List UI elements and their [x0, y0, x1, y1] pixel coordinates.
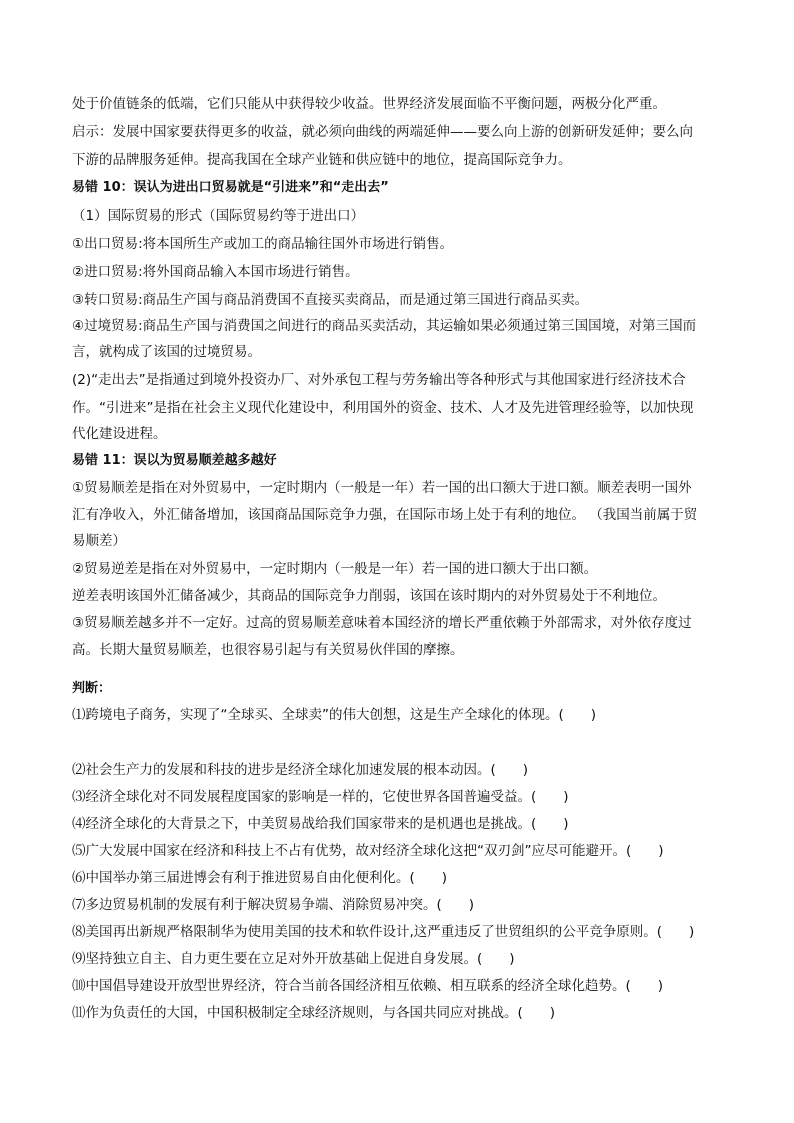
error10-line-7: (2)“走出去”是指通过到境外投资办厂、对外承包工程与劳务输出等各种形式与其他国家进行经济技术合 [72, 372, 686, 388]
judgment-heading: 判断： [72, 681, 112, 696]
error10-line-9: 代化建设进程。 [72, 426, 167, 442]
error11-line-4: ②贸易逆差是指在对外贸易中，一定时期内（一般是一年）若一国的进口额大于出口额。 [72, 561, 598, 577]
error10-line-3: ②进口贸易:将外国商品输入本国市场进行销售。 [72, 264, 359, 280]
judgment-item-11: ⑾作为负责任的大国，中国积极制定全球经济规则，与各国共同应对挑战。( ) [72, 1005, 556, 1021]
error10-line-6: 言，就构成了该国的过境贸易。 [72, 344, 261, 360]
error11-heading: 易错 11：误以为贸易顺差越多越好 [72, 453, 277, 468]
judgment-item-3: ⑶经济全球化对不同发展程度国家的影响是一样的，它使世界各国普遍受益。( ) [72, 789, 569, 805]
error10-line-8: 作。“引进来”是指在社会主义现代化建设中，利用国外的资金、技术、人才及先进管理经验等，以加快现 [72, 400, 694, 416]
intro-line-1: 处于价值链条的低端，它们只能从中获得较少收益。世界经济发展面临不平衡问题，两极分化严重。 [72, 96, 666, 112]
error11-line-5: 逆差表明该国外汇储备减少，其商品的国际竞争力削弱，该国在该时期内的对外贸易处于不利地位。 [72, 588, 666, 604]
error10-line-5: ④过境贸易:商品生产国与消费国之间进行的商品买卖活动，其运输如果必须通过第三国国境，对第三国而 [72, 318, 697, 334]
error11-line-7: 高。长期大量贸易顺差，也很容易引起与有关贸易伙伴国的摩擦。 [72, 642, 464, 658]
error11-line-3: 易顺差） [72, 533, 126, 549]
error10-line-2: ①出口贸易:将本国所生产或加工的商品输往国外市场进行销售。 [72, 236, 454, 252]
judgment-item-6: ⑹中国举办第三届进博会有利于推进贸易自由化便利化。( ) [72, 870, 448, 886]
judgment-item-1: ⑴跨境电子商务，实现了“全球买、全球卖”的伟大创想，这是生产全球化的体现。( ) [72, 707, 597, 723]
judgment-item-2: ⑵社会生产力的发展和科技的进步是经济全球化加速发展的根本动因。( ) [72, 762, 529, 778]
judgment-item-7: ⑺多边贸易机制的发展有利于解决贸易争端、消除贸易冲突。( ) [72, 897, 475, 913]
judgment-item-8: ⑻美国再出新规严格限制华为使用美国的技术和软件设计,这严重违反了世贸组织的公平竞争原则。( ) [72, 924, 695, 940]
judgment-item-10: ⑽中国倡导建设开放型世界经济，符合当前各国经济相互依赖、相互联系的经济全球化趋势。( ) [72, 978, 664, 994]
error10-heading: 易错 10：误认为进出口贸易就是“引进来”和“走出去” [72, 180, 389, 195]
judgment-item-9: ⑼坚持独立自主、自力更生要在立足对外开放基础上促进自身发展。( ) [72, 951, 515, 967]
error10-line-4: ③转口贸易:商品生产国与商品消费国不直接买卖商品，而是通过第三国进行商品买卖。 [72, 292, 589, 308]
intro-line-2: 启示：发展中国家要获得更多的收益，就必须向曲线的两端延伸——要么向上游的创新研发延伸；要么向 [72, 124, 693, 140]
error10-line-1: （1）国际贸易的形式（国际贸易约等于进出口） [72, 208, 365, 224]
error11-line-1: ①贸易顺差是指在对外贸易中，一定时期内（一般是一年）若一国的出口额大于进口额。顺差表明一国外 [72, 480, 692, 496]
judgment-item-4: ⑷经济全球化的大背景之下，中美贸易战给我们国家带来的是机遇也是挑战。( ) [72, 816, 569, 832]
error11-line-2: 汇有净收入，外汇储备增加，该国商品国际竞争力强，在国际市场上处于有利的地位。 （我国当前属于贸 [72, 507, 698, 523]
error11-line-6: ③贸易顺差越多并不一定好。过高的贸易顺差意味着本国经济的增长严重依赖于外部需求，对外依存度过 [72, 615, 692, 631]
judgment-item-5: ⑸广大发展中国家在经济和科技上不占有优势，故对经济全球化这把“双刃剑”应尽可能避开。( ) [72, 843, 664, 859]
intro-line-3: 下游的品牌服务延伸。提高我国在全球产业链和供应链中的地位，提高国际竞争力。 [72, 152, 572, 168]
